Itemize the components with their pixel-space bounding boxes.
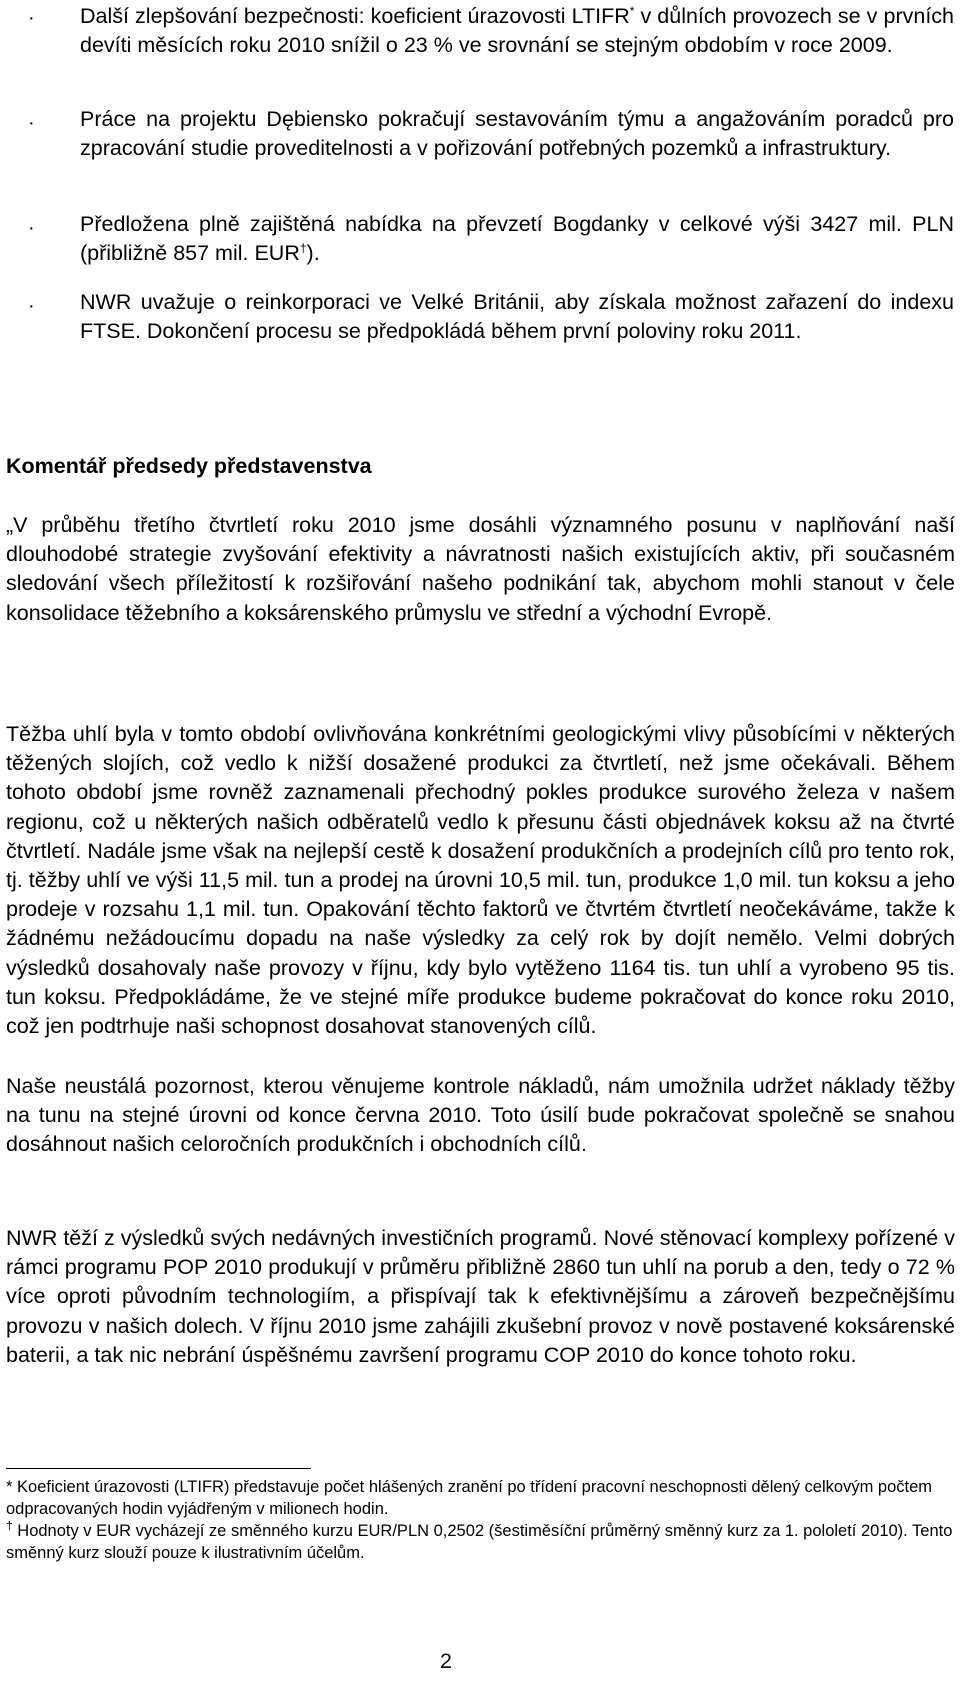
footnote-reference[interactable]: * (629, 3, 635, 18)
body-paragraph: NWR těží z výsledků svých nedávných investičních programů. Nové stěnovací komplexy pořízené v rámci programu POP 2010 produkují v průměru přibližně 2860 tun uhlí na porub a den, tedy o 72 % více oproti původním technologiím, a přispívají tak k efektivnějšímu a zároveň bezpečnějšímu provozu v našich dolech. V říjnu 2010 jsme zahájili zkušební provoz v nově postavené koksárenské baterii, a tak nic nebrání úspěšnému završení programu COP 2010 do konce tohoto roku. (6, 1226, 955, 1367)
body-paragraph: „V průběhu třetího čtvrtletí roku 2010 jsme dosáhli významného posunu v naplňování naší dlouhodobé strategie zvyšování efektivity a návratnosti našich existujících aktiv, při současném sledování všech příležitostí k rozšiřování našeho podnikání tak, abychom mohli stanout v čele konsolidace těžebního a koksárenského průmyslu ve střední a východní Evropě. (6, 513, 955, 625)
footnote-eur-rate (6, 1520, 955, 1564)
footnote-marker: * (6, 1478, 13, 1496)
bullet-text (80, 2, 954, 60)
bullet-marker: · (28, 295, 35, 317)
bullet-text (80, 210, 954, 268)
body-paragraph: Naše neustálá pozornost, kterou věnujeme kontrole nákladů, nám umožnila udržet náklady těžby na tunu na stejné úrovni od konce června 2010. Toto úsilí bude pokračovat společně se snahou dosáhnout našich celoročních produkčních i obchodních cílů. (6, 1074, 955, 1157)
bullet-marker: · (28, 7, 35, 29)
bullet-text-part: Další zlepšování bezpečnosti: koeficient úrazovosti LTIFR (80, 4, 630, 28)
bullet-text: Práce na projektu Dębiensko pokračují sestavováním týmu a angažováním poradců pro zpracování studie proveditelnosti a v pořizování potřebných pozemků a infrastruktury. (80, 107, 954, 160)
bullet-text-part: Předložena plně zajištěná nabídka na převzetí Bogdanky v celkové výši 3427 mil. PLN (přibližně 857 mil. EUR (80, 212, 954, 265)
body-paragraph: Těžba uhlí byla v tomto období ovlivňována konkrétními geologickými vlivy působícími v některých těžených slojích, což vedlo k nižší dosažené produkci za čtvrtletí, než jsme očekávali. Během tohoto období jsme rovněž zaznamenali přechodný pokles produkce surového železa v našem regionu, což u některých našich odběratelů vedlo k přesunu části objednávek koksu až na čtvrté čtvrtletí. Nadále jsme však na nejlepší cestě k dosažení produkčních a prodejních cílů pro tento rok, tj. těžby uhlí ve výši 11,5 mil. tun a prodej na úrovni 10,5 mil. tun, produkce 1,0 mil. tun koksu a jeho prodeje v rozsahu 1,1 mil. tun. Opakování těchto faktorů ve čtvrtém čtvrtletí neočekáváme, takže k žádnému nežádoucímu dopadu na naše výsledky za celý rok by dojít nemělo. Velmi dobrých výsledků dosahovaly naše provozy v říjnu, kdy bylo vytěženo 1164 tis. tun uhlí a vyrobeno 95 tis. tun koksu. Předpokládáme, že ve stejné míře produkce budeme pokračovat do konce roku 2010, což jen podtrhuje naši schopnost dosahovat stanovených cílů. (6, 722, 955, 1039)
bullet-text-part: ). (306, 241, 320, 265)
bullet-marker: · (28, 217, 35, 239)
bullet-marker: · (28, 112, 35, 134)
footnote-marker: † (6, 1518, 13, 1533)
bullet-text-part: v důlních provozech se v prvních devíti měsících roku 2010 snížil o 23 % ve srovnání se stejným obdobím v roce 2009. (80, 4, 954, 57)
footnote-separator (6, 1468, 311, 1469)
section-heading: Komentář předsedy představenstva (6, 454, 372, 478)
footnote-reference[interactable]: † (299, 240, 307, 255)
footnotes (6, 1476, 955, 1564)
footnote-text: Hodnoty v EUR vycházejí ze směnného kurzu EUR/PLN 0,2502 (šestiměsíční průměrný směnný kurz za 1. pololetí 2010). Tento směnný kurz slouží pouze k ilustrativním účelům. (6, 1522, 953, 1562)
footnote-text: Koeficient úrazovosti (LTIFR) představuje počet hlášených zranění po třídení pracovní neschopnosti dělený celkovým počtem odpracovaných hodin vyjádřeným v milionech hodin. (6, 1478, 933, 1518)
footnote-ltifr (6, 1476, 955, 1520)
page-number: 2 (440, 1649, 452, 1673)
bullet-text: NWR uvažuje o reinkorporaci ve Velké Británii, aby získala možnost zařazení do indexu FTSE. Dokončení procesu se předpokládá během první poloviny roku 2011. (80, 290, 954, 343)
